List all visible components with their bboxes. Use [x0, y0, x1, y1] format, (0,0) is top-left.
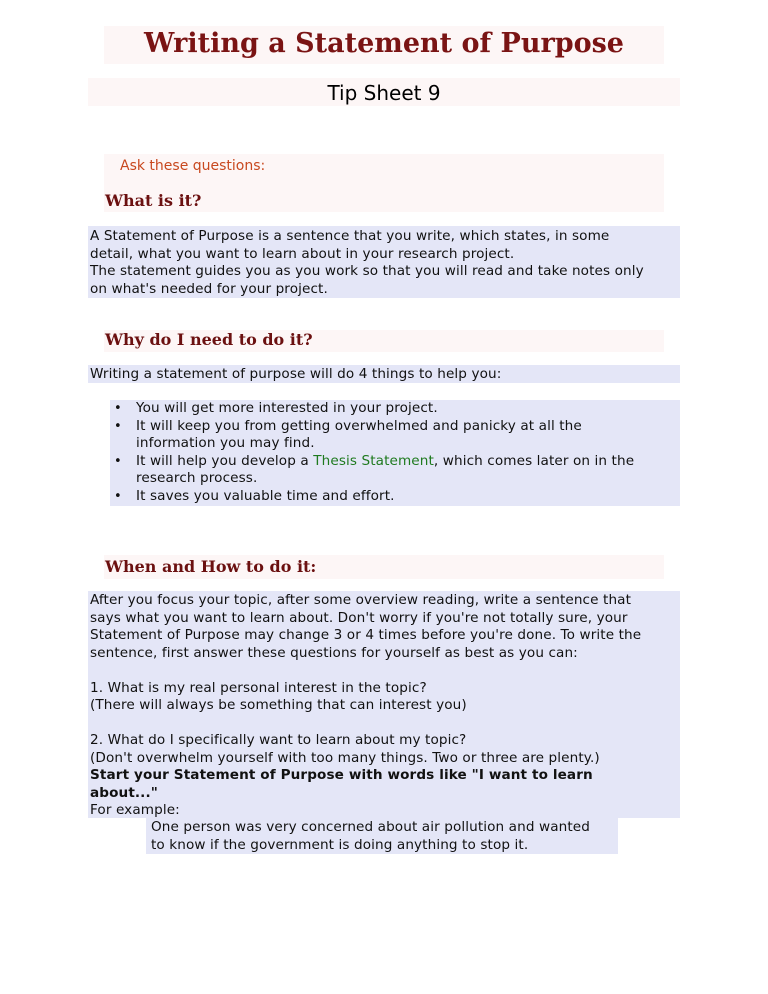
body-line: The statement guides you as you work so that you will read and take notes only [90, 263, 644, 279]
example-line: to know if the government is doing anything to stop it. [151, 836, 529, 853]
body-line: says what you want to learn about. Don't worry if you're not totally sure, your [90, 609, 628, 626]
question-2: 2. What do I specifically want to learn about my topic? [90, 732, 467, 748]
section-heading-what-is-it: What is it? [105, 191, 202, 210]
body-line: sentence, first answer these questions for yourself as best as you can: [90, 644, 578, 661]
section-heading-when-how: When and How to do it: [105, 557, 317, 576]
question-1: 1. What is my real personal interest in the topic? [90, 679, 427, 696]
example-line: One person was very concerned about air pollution and wanted [151, 819, 590, 835]
list-item: • You will get more interested in your project. [110, 400, 634, 418]
bullet-list [110, 400, 634, 505]
section1-body [90, 228, 644, 298]
start-instruction-line2: about..." [90, 784, 158, 801]
page-subtitle: Tip Sheet 9 [327, 81, 441, 105]
page-title: Writing a Statement of Purpose [144, 28, 624, 59]
list-item: • It will keep you from getting overwhelmed and panicky at all the information you may find. [110, 418, 634, 453]
section2-intro: Writing a statement of purpose will do 4 things to help you: [90, 366, 502, 382]
question-1-note: (There will always be something that can interest you) [90, 697, 467, 713]
body-line: A Statement of Purpose is a sentence that you write, which states, in some [90, 228, 610, 244]
ask-label: Ask these questions: [120, 158, 266, 174]
list-item: • It will help you develop a Thesis Statement, which comes later on in the research process. [110, 453, 634, 488]
section-heading-why: Why do I need to do it? [105, 330, 313, 349]
example-label: For example: [90, 802, 180, 818]
body-line: detail, what you want to learn about in your research project. [90, 245, 515, 262]
thesis-statement-link[interactable]: Thesis Statement [313, 452, 434, 469]
body-line: Statement of Purpose may change 3 or 4 times before you're done. To write the [90, 627, 642, 643]
body-line: on what's needed for your project. [90, 280, 328, 297]
section3-body [90, 592, 641, 820]
list-item: • It saves you valuable time and effort. [110, 488, 634, 506]
start-instruction-line1: Start your Statement of Purpose with words like "I want to learn [90, 767, 593, 783]
example-text [151, 819, 590, 854]
body-line: After you focus your topic, after some overview reading, write a sentence that [90, 592, 632, 608]
question-2-note: (Don't overwhelm yourself with too many things. Two or three are plenty.) [90, 749, 600, 766]
